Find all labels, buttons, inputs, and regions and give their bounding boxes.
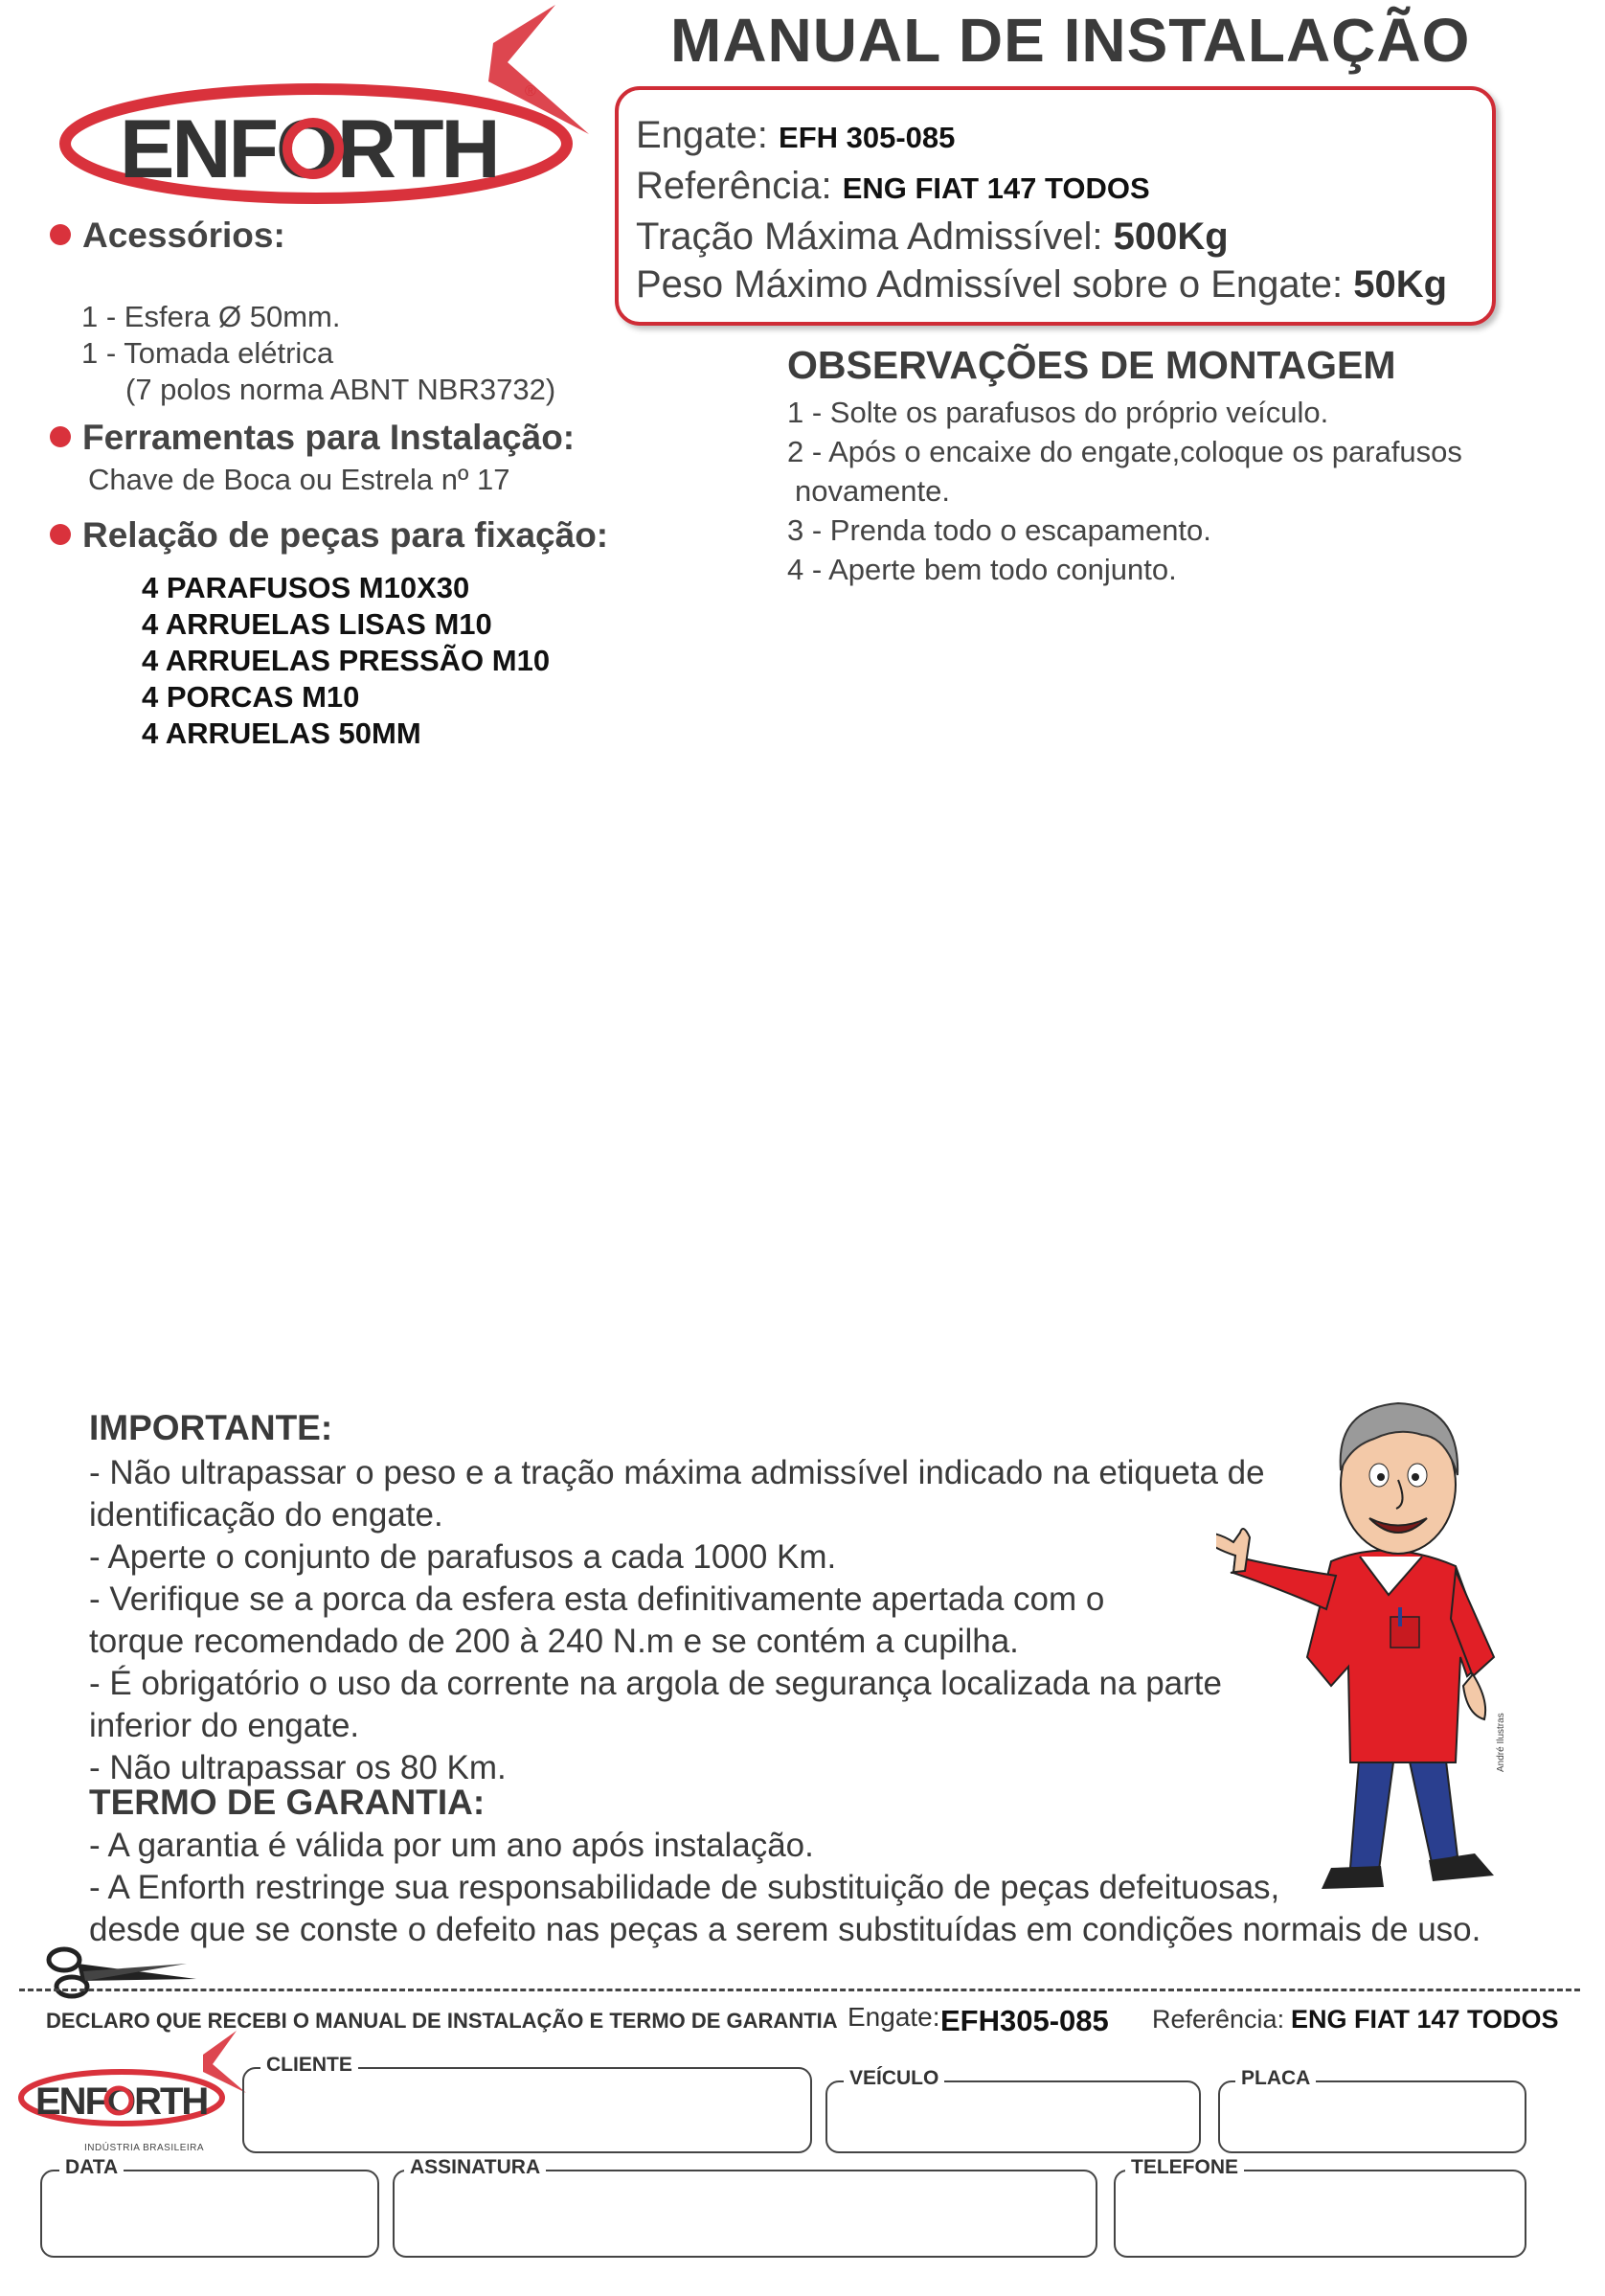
tracao-value: 500Kg: [1113, 216, 1229, 258]
list-item: 2 - Após o encaixe do engate,coloque os parafusos: [787, 435, 1462, 468]
cliente-field-label: CLIENTE: [260, 2054, 358, 2077]
spec-box: [615, 86, 1496, 326]
accessories-heading: Acessórios:: [50, 216, 285, 256]
list-item: 1 - Tomada elétrica: [81, 336, 334, 370]
list-item: torque recomendado de 200 à 240 N.m e se contém a cupilha.: [89, 1623, 1019, 1660]
list-item: - É obrigatório o uso da corrente na argola de segurança localizada na parte: [89, 1665, 1222, 1702]
peso-label: Peso Máximo Admissível sobre o Engate:: [636, 263, 1344, 306]
spec-tracao: [636, 213, 1475, 261]
referencia-value: ENG FIAT 147 TODOS: [842, 171, 1150, 205]
list-item: - A garantia é válida por um ano após instalação.: [89, 1827, 814, 1864]
list-item: - A Enforth restringe sua responsabilidade de substituição de peças defeituosas,: [89, 1869, 1280, 1906]
enforth-logo: [57, 5, 594, 211]
list-item: 4 ARRUELAS LISAS M10: [142, 607, 492, 641]
receipt-referencia-label: Referência:: [1152, 2005, 1285, 2034]
tools-heading: Ferramentas para Instalação:: [50, 418, 575, 458]
receipt-declaration: DECLARO QUE RECEBI O MANUAL DE INSTALAÇÃO E TERMO DE GARANTIA: [46, 2009, 838, 2033]
enforth-logo-small: [11, 2026, 251, 2150]
illustration-credit: André Ilustras: [1496, 1713, 1506, 1772]
observations-list: [787, 393, 1462, 589]
list-item: 4 - Aperte bem todo conjunto.: [787, 553, 1177, 586]
parts-heading: Relação de peças para fixação:: [50, 515, 608, 556]
placa-field[interactable]: [1218, 2080, 1526, 2153]
receipt-engate-value: EFH305-085: [940, 2004, 1109, 2037]
spec-engate: [636, 111, 1475, 162]
list-item: 4 PORCAS M10: [142, 680, 360, 714]
warranty-heading: TERMO DE GARANTIA:: [89, 1783, 486, 1822]
brand-subtitle: INDÚSTRIA BRASILEIRA: [84, 2143, 205, 2153]
cliente-field[interactable]: [242, 2067, 812, 2153]
cut-line: [19, 1989, 1580, 1991]
placa-field-label: PLACA: [1235, 2067, 1316, 2090]
list-item: identificação do engate.: [89, 1496, 443, 1534]
telefone-field[interactable]: [1114, 2170, 1526, 2258]
list-item: 4 PARAFUSOS M10X30: [142, 571, 470, 604]
accessories-list: [81, 299, 555, 408]
list-item: - Verifique se a porca da esfera esta definitivamente apertada com o: [89, 1580, 1105, 1618]
engate-value: EFH 305-085: [779, 121, 956, 154]
veiculo-field[interactable]: [825, 2080, 1201, 2153]
assinatura-field[interactable]: [393, 2170, 1097, 2258]
logo-text-small: ENFORTH: [35, 2080, 208, 2123]
referencia-label: Referência:: [636, 165, 832, 207]
scissors-icon: [43, 1943, 201, 2000]
page-title: MANUAL DE INSTALAÇÃO: [670, 6, 1471, 75]
list-item: (7 polos norma ABNT NBR3732): [125, 373, 556, 406]
telefone-field-label: TELEFONE: [1125, 2156, 1244, 2179]
list-item: - Não ultrapassar o peso e a tração máxima admissível indicado na etiqueta de: [89, 1454, 1265, 1491]
list-item: desde que se conste o defeito nas peças a serem substituídas em condições normais de uso.: [89, 1911, 1481, 1948]
assinatura-field-label: ASSINATURA: [404, 2156, 546, 2179]
list-item: 4 ARRUELAS PRESSÃO M10: [142, 644, 551, 677]
list-item: - Não ultrapassar os 80 Km.: [89, 1749, 507, 1786]
peso-value: 50Kg: [1353, 263, 1448, 306]
svg-text:®: ®: [525, 83, 536, 100]
bullet-dot-icon: [50, 524, 71, 545]
list-item: 4 ARRUELAS 50MM: [142, 716, 421, 750]
tracao-label: Tração Máxima Admissível:: [636, 216, 1103, 258]
list-item: 1 - Solte os parafusos do próprio veículo.: [787, 396, 1329, 429]
parts-list: [142, 570, 550, 752]
spec-peso: [636, 261, 1475, 308]
list-item: 1 - Esfera Ø 50mm.: [81, 300, 341, 333]
list-item: - Aperte o conjunto de parafusos a cada 1000 Km.: [89, 1538, 837, 1576]
engate-label: Engate:: [636, 114, 768, 156]
tools-text: Chave de Boca ou Estrela nº 17: [88, 463, 510, 496]
spec-referencia: [636, 162, 1475, 213]
important-heading: IMPORTANTE:: [89, 1408, 333, 1447]
list-item: novamente.: [795, 474, 950, 508]
bullet-dot-icon: [50, 426, 71, 447]
receipt-engate-label: Engate:: [848, 2002, 940, 2032]
receipt-referencia-value: ENG FIAT 147 TODOS: [1291, 2005, 1559, 2034]
logo-text: ENFORTH: [120, 103, 498, 195]
veiculo-field-label: VEÍCULO: [844, 2067, 944, 2090]
data-field[interactable]: [40, 2170, 379, 2258]
mechanic-mascot-illustration: [1216, 1370, 1561, 1906]
bullet-dot-icon: [50, 224, 71, 245]
data-field-label: DATA: [59, 2156, 124, 2179]
list-item: inferior do engate.: [89, 1707, 360, 1744]
important-list: [89, 1452, 1265, 1789]
list-item: 3 - Prenda todo o escapamento.: [787, 513, 1211, 547]
observations-heading: OBSERVAÇÕES DE MONTAGEM: [787, 343, 1396, 387]
